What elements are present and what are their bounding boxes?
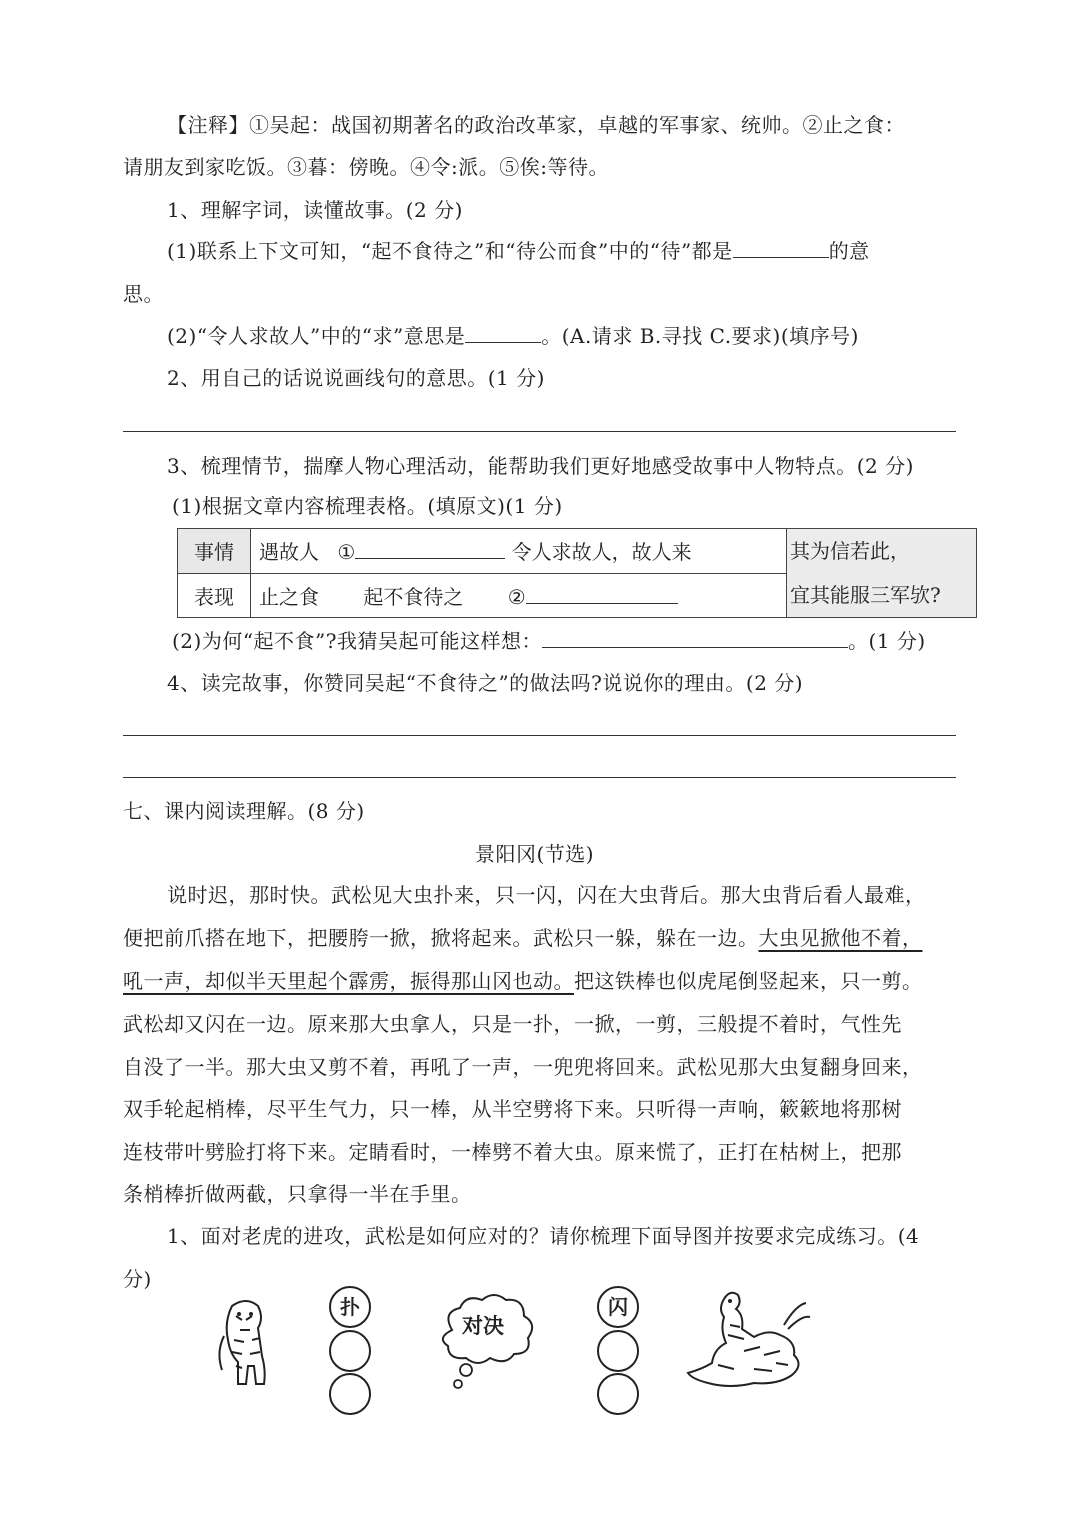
annotation-line-2: 请朋友到家吃饭。③暮：傍晚。④令:派。⑤俟:等待。 [123,155,609,179]
passage-line-4: 武松却又闪在一边。原来那大虫拿人，只是一扑，一掀，一剪，三般提不着时，气性先 [123,1012,902,1036]
circle-pounce: 扑 [329,1286,371,1328]
q1-part2-options: 。(A.请求 B.寻找 C.要求)(填序号) [541,324,859,348]
section7-q1-line1: 1、面对老虎的进攻，武松是如何应对的？请你梳理下面导图并按要求完成练习。(4 [167,1224,920,1248]
thought-cloud-icon [432,1290,542,1400]
table-conclusion [787,529,977,618]
table-cell-meet: 遇故人 [259,540,319,565]
tiger-icon [212,1296,282,1388]
q1-part2 [167,322,859,350]
underlined-sentence-part1: 大虫见掀他不着， [758,926,923,950]
passage-line-3 [123,967,923,995]
passage-line-1: 说时迟，那时快。武松见大虫扑来，只一闪，闪在大虫背后。那大虫背后看人最难， [167,883,926,907]
q3-sub1: (1)根据文章内容梳理表格。(填原文)(1 分) [172,494,563,518]
q3-sub2 [172,627,926,655]
table-mark-1: ① [337,540,356,565]
q4-answer-line-2[interactable] [123,777,956,778]
q1-part1 [167,237,870,265]
plot-table [177,528,977,618]
passage-line-3-text: 把这铁棒也似虎尾倒竖起来，只一剪。 [574,969,923,993]
q2-title: 2、用自己的话说说画线句的意思。(1 分) [167,366,545,390]
passage-line-5: 自没了一半。那大虫又剪不着，再吼了一声，一兜兜将回来。武松见那大虫复翻身回来， [123,1055,923,1079]
q1-title: 1、理解字词，读懂故事。(2 分) [167,198,463,222]
table-mark-2: ② [507,584,526,609]
table-cell-invite: 止之食 [259,584,319,609]
table-header-events: 事情 [178,529,251,574]
table-conclusion-line2: 宜其能服三军欤? [790,583,941,607]
q1-part2-text: (2)“令人求故人”中的“求”意思是 [167,324,466,348]
q4-answer-line-1[interactable] [123,735,956,736]
circle-blank-right-2[interactable] [597,1373,639,1415]
circle-blank-left-1[interactable] [329,1330,371,1372]
annotation-line-1: 【注释】①吴起：战国初期著名的政治改革家，卓越的军事家、统帅。②止之食： [167,113,905,137]
q1-part2-blank[interactable] [465,322,541,343]
table-blank-1[interactable] [355,538,505,559]
q4-title: 4、读完故事，你赞同吴起“不食待之”的做法吗?说说你的理由。(2 分) [167,671,804,695]
table-row-events [251,529,787,574]
passage-line-6: 双手轮起梢棒，尽平生气力，只一棒，从半空劈将下来。只听得一声响，簌簌地将那树 [123,1097,902,1121]
table-row-behavior [251,573,787,618]
section7-q1-line2: 分) [123,1267,152,1291]
table-cell-seek: 令人求故人，故人来 [511,540,692,565]
circle-dodge: 闪 [597,1286,639,1328]
passage-line-8: 条梢棒折做两截，只拿得一半在手里。 [123,1182,472,1206]
q1-part1-line2: 思。 [123,282,164,306]
q1-part1-text-after: 的意 [828,239,870,263]
passage-line-2-text: 便把前爪搭在地下，把腰胯一掀，掀将起来。武松只一躲，躲在一边。 [123,926,759,950]
underlined-sentence-part2: 吼一声，却似半天里起个霹雳，振得那山冈也动。 [123,969,574,993]
q3-sub2-blank[interactable] [542,627,848,648]
q3-sub2-score: 。(1 分) [848,629,926,653]
wusong-fighting-tiger-icon [684,1285,814,1397]
q3-sub2-text: (2)为何“起不食”?我猜吴起可能这样想： [172,629,543,653]
table-blank-2[interactable] [526,583,678,604]
table-header-behavior: 表现 [178,573,251,618]
passage-line-2 [123,924,923,952]
circle-blank-left-2[interactable] [329,1373,371,1415]
q2-answer-line[interactable] [123,431,956,432]
cloud-label: 对决 [462,1314,504,1338]
q1-part1-text: (1)联系上下文可知，“起不食待之”和“待公而食”中的“待”都是 [167,239,733,263]
section7-title: 七、课内阅读理解。(8 分) [123,799,365,823]
q3-title: 3、梳理情节，揣摩人物心理活动，能帮助我们更好地感受故事中人物特点。(2 分) [167,454,914,478]
passage-title: 景阳冈(节选) [475,842,595,866]
passage-line-7: 连枝带叶劈脸打将下来。定睛看时，一棒劈不着大虫。原来慌了，正打在枯树上，把那 [123,1140,902,1164]
q1-part1-blank[interactable] [733,237,829,258]
table-conclusion-line1: 其为信若此， [790,539,910,563]
table-cell-wait: 起不食待之 [363,584,464,609]
circle-blank-right-1[interactable] [597,1330,639,1372]
